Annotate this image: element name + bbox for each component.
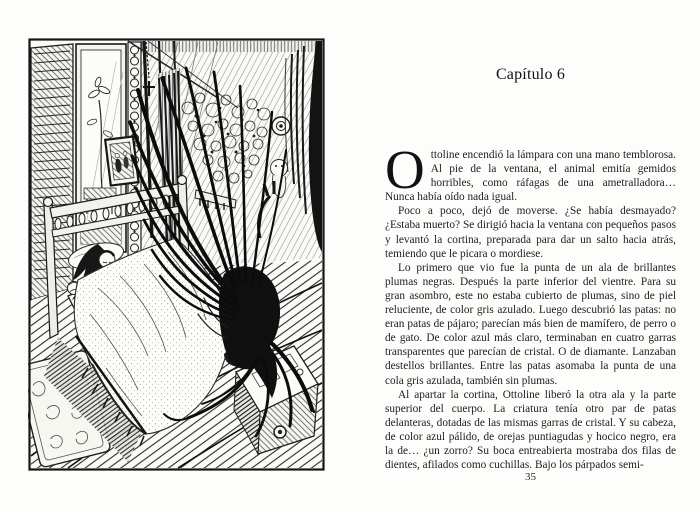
- chapter-title: Capítulo 6: [495, 66, 566, 83]
- page-number: 35: [525, 471, 536, 483]
- illustration-drawing: [28, 38, 325, 471]
- right-page: [385, 0, 676, 512]
- paragraph-2: Poco a poco, dejó de moverse. ¿Se había desmayado? ¿Estaba muerto? Se dirigió hacia la ventana con pequeños pasos y levantó la cortina, preparada para dar un salto hacia atrás, temiendo que le picara o mordiese.: [385, 205, 676, 260]
- hat-disc: [272, 117, 290, 135]
- paragraph-1: [385, 139, 676, 204]
- body-text: [385, 139, 676, 472]
- paragraph-3: Lo primero que vio fue la punta de un ala de brillantes plumas negras. Después la parte inferior del vientre. Para su gran asombro, este no estaba cubierto de plumas, sino de piel reluciente, de color gris azulado. Luego descubrió las patas: no eran patas de pájaro; parecían más bien de mamífero, de perro o de gato. De color azul más claro, terminaban en cuatro garras transparentes que parecían de cristal. O de diamante. Lanzaban destellos brillantes. Entre las patas asomaba la punta de una cola gris azulada, también sin plumas.: [385, 261, 676, 387]
- paragraph-1-text: ttoline encendió la lámpara con una mano temblorosa. Al pie de la ventana, el animal emitía gemidos horribles, como ráfagas de una ametralladora… Nunca había oído nada igual.: [385, 149, 676, 204]
- paragraph-4: Al apartar la cortina, Ottoline liberó la otra ala y la parte superior del cuerpo. La criatura tenía otro par de patas delanteras, dotadas de las mismas garras de cristal. Y su cabeza, de color azul pálido, de orejas puntiagudas y hocico negro, era la de… ¿un zorro? Su boca entreabierta mostraba dos filas de dientes, afilados como cuchillas. Bajo los párpados semi-: [385, 388, 676, 472]
- drop-cap: O: [385, 139, 425, 200]
- chapter-illustration: [28, 38, 325, 471]
